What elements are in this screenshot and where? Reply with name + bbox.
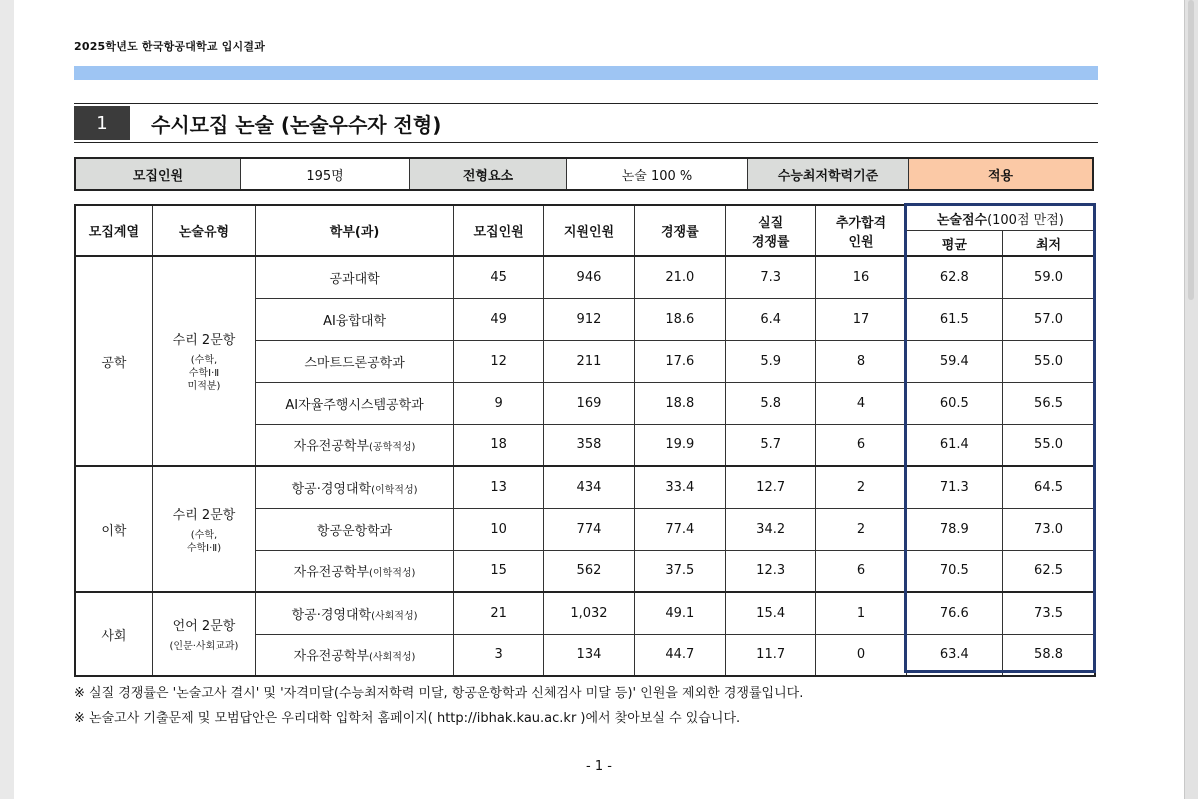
extra-cell: 0 <box>816 634 906 676</box>
type-label: 수리 2문항 <box>172 333 236 348</box>
header-dept: 학부(과) <box>256 205 454 256</box>
summary-table <box>74 157 1094 191</box>
avg-cell: 63.4 <box>906 634 1002 676</box>
ratio-cell: 37.5 <box>634 550 725 592</box>
type-label: 언어 2문항 <box>172 619 236 634</box>
ratio-cell: 17.6 <box>634 340 725 382</box>
quota-label: 모집인원 <box>75 158 241 190</box>
note-past-exams: ※ 논술고사 기출문제 및 모범답안은 우리대학 입학처 홈페이지( http://ibhak.kau.ac.kr )에서 찾아보실 수 있습니다. <box>74 711 741 726</box>
field-cell: 사회 <box>75 592 152 676</box>
real-cell: 34.2 <box>725 508 815 550</box>
extra-cell: 4 <box>816 382 906 424</box>
header-type: 논술유형 <box>152 205 255 256</box>
quota-value: 195명 <box>241 158 410 190</box>
criteria-label: 전형요소 <box>410 158 567 190</box>
real-cell: 7.3 <box>725 256 815 298</box>
type-sub <box>153 354 255 393</box>
min-standard-value: 적용 <box>909 158 1094 190</box>
criteria-value: 논술 100 % <box>567 158 748 190</box>
dept-cell <box>256 466 454 508</box>
avg-cell: 62.8 <box>906 256 1002 298</box>
applicants-cell: 1,032 <box>544 592 634 634</box>
extra-cell: 17 <box>816 298 906 340</box>
dept-cell <box>256 508 454 550</box>
extra-cell: 2 <box>816 466 906 508</box>
ratio-cell: 21.0 <box>634 256 725 298</box>
header-extra-line2: 인원 <box>848 234 874 250</box>
dept-name: 항공운항학과 <box>316 523 393 539</box>
dept-cell <box>256 340 454 382</box>
avg-cell: 61.5 <box>906 298 1002 340</box>
note-real-ratio: ※ 실질 경쟁률은 '논술고사 결시' 및 '자격미달(수능최저학력 미달, 항공운항학과 신체검사 미달 등)' 인원을 제외한 경쟁률입니다. <box>74 686 804 701</box>
header-band <box>74 66 1098 80</box>
header-score-label: 논술점수 <box>936 212 988 228</box>
dept-name: 스마트드론공학과 <box>304 355 405 371</box>
dept-cell <box>256 634 454 676</box>
type-cell <box>152 466 255 592</box>
quota-cell: 12 <box>453 340 543 382</box>
real-cell: 6.4 <box>725 298 815 340</box>
field-cell: 공학 <box>75 256 152 466</box>
dept-aptitude: (이학적성) <box>371 484 418 496</box>
document-header: 2025학년도 한국항공대학교 입시결과 <box>74 40 266 53</box>
header-real-ratio-line1: 실질 <box>758 215 784 231</box>
min-cell: 57.0 <box>1003 298 1095 340</box>
section-title: 수시모집 논술 (논술우수자 전형) <box>151 112 442 137</box>
real-cell: 5.7 <box>725 424 815 466</box>
min-cell: 64.5 <box>1003 466 1095 508</box>
real-cell: 5.9 <box>725 340 815 382</box>
type-sub <box>153 529 255 555</box>
quota-cell: 9 <box>453 382 543 424</box>
quota-cell: 18 <box>453 424 543 466</box>
dept-cell <box>256 592 454 634</box>
dept-cell <box>256 298 454 340</box>
applicants-cell: 134 <box>544 634 634 676</box>
quota-cell: 13 <box>453 466 543 508</box>
dept-name: AI자율주행시스템공학과 <box>285 397 424 413</box>
dept-name: 자유전공학부 <box>293 565 370 581</box>
dept-aptitude: (이학적성) <box>369 568 416 580</box>
page-number: - 1 - <box>586 759 612 774</box>
field-cell: 이학 <box>75 466 152 592</box>
type-sub-line: 수학Ⅰ·Ⅱ) <box>186 542 222 554</box>
applicants-cell: 774 <box>544 508 634 550</box>
ratio-cell: 18.8 <box>634 382 725 424</box>
real-cell: 12.3 <box>725 550 815 592</box>
applicants-cell: 946 <box>544 256 634 298</box>
applicants-cell: 211 <box>544 340 634 382</box>
ratio-cell: 49.1 <box>634 592 725 634</box>
dept-name: 자유전공학부 <box>293 649 370 665</box>
dept-cell <box>256 382 454 424</box>
quota-cell: 10 <box>453 508 543 550</box>
section-top-rule <box>74 103 1098 104</box>
min-standard-label: 수능최저학력기준 <box>748 158 909 190</box>
avg-cell: 60.5 <box>906 382 1002 424</box>
avg-cell: 70.5 <box>906 550 1002 592</box>
type-cell <box>152 592 255 676</box>
type-sub-line: (수학, <box>190 355 218 366</box>
quota-cell: 49 <box>453 298 543 340</box>
min-cell: 62.5 <box>1003 550 1095 592</box>
scrollbar-thumb[interactable] <box>1188 0 1194 300</box>
header-score-note: (100점 만점) <box>987 212 1064 228</box>
dept-name: 자유전공학부 <box>293 439 370 455</box>
type-sub-line: (수학, <box>190 529 218 541</box>
header-min: 최저 <box>1003 231 1095 257</box>
header-avg: 평균 <box>906 231 1002 257</box>
type-sub <box>153 640 255 653</box>
extra-cell: 1 <box>816 592 906 634</box>
applicants-cell: 562 <box>544 550 634 592</box>
min-cell: 56.5 <box>1003 382 1095 424</box>
extra-cell: 2 <box>816 508 906 550</box>
avg-cell: 59.4 <box>906 340 1002 382</box>
ratio-cell: 44.7 <box>634 634 725 676</box>
type-sub-line: (인문·사회교과) <box>169 641 239 652</box>
extra-cell: 16 <box>816 256 906 298</box>
extra-cell: 6 <box>816 424 906 466</box>
dept-aptitude: (사회적성) <box>371 610 418 622</box>
header-ratio: 경쟁률 <box>634 205 725 256</box>
section-number: 1 <box>74 106 130 140</box>
header-real-ratio-line2: 경쟁률 <box>751 234 790 250</box>
dept-aptitude: (사회적성) <box>369 652 416 664</box>
header-applicants: 지원인원 <box>544 205 634 256</box>
document-page <box>14 0 1184 799</box>
real-cell: 11.7 <box>725 634 815 676</box>
min-cell: 73.0 <box>1003 508 1095 550</box>
dept-name: 공과대학 <box>329 271 380 287</box>
dept-name: 항공·경영대학 <box>291 607 372 623</box>
ratio-cell: 18.6 <box>634 298 725 340</box>
header-real-ratio <box>725 205 815 256</box>
header-field: 모집계열 <box>75 205 152 256</box>
section-bottom-rule <box>74 142 1098 143</box>
dept-cell <box>256 550 454 592</box>
real-cell: 12.7 <box>725 466 815 508</box>
min-cell: 59.0 <box>1003 256 1095 298</box>
dept-aptitude: (공학적성) <box>369 442 416 454</box>
dept-cell <box>256 256 454 298</box>
dept-cell <box>256 424 454 466</box>
real-cell: 15.4 <box>725 592 815 634</box>
score-highlight-box <box>904 203 1096 673</box>
type-sub-line: 수학Ⅰ·Ⅱ <box>188 368 220 379</box>
scrollbar[interactable] <box>1184 0 1198 799</box>
extra-cell: 6 <box>816 550 906 592</box>
dept-name: 항공·경영대학 <box>291 481 372 497</box>
avg-cell: 76.6 <box>906 592 1002 634</box>
ratio-cell: 19.9 <box>634 424 725 466</box>
quota-cell: 3 <box>453 634 543 676</box>
header-extra <box>816 205 906 256</box>
quota-cell: 21 <box>453 592 543 634</box>
avg-cell: 78.9 <box>906 508 1002 550</box>
ratio-cell: 33.4 <box>634 466 725 508</box>
applicants-cell: 169 <box>544 382 634 424</box>
extra-cell: 8 <box>816 340 906 382</box>
min-cell: 55.0 <box>1003 340 1095 382</box>
applicants-cell: 358 <box>544 424 634 466</box>
real-cell: 5.8 <box>725 382 815 424</box>
min-cell: 58.8 <box>1003 634 1095 676</box>
dept-name: AI융합대학 <box>323 313 387 329</box>
quota-cell: 45 <box>453 256 543 298</box>
applicants-cell: 912 <box>544 298 634 340</box>
avg-cell: 71.3 <box>906 466 1002 508</box>
quota-cell: 15 <box>453 550 543 592</box>
ratio-cell: 77.4 <box>634 508 725 550</box>
type-cell <box>152 256 255 466</box>
applicants-cell: 434 <box>544 466 634 508</box>
type-sub-line: 미적분) <box>187 381 221 392</box>
min-cell: 55.0 <box>1003 424 1095 466</box>
avg-cell: 61.4 <box>906 424 1002 466</box>
min-cell: 73.5 <box>1003 592 1095 634</box>
header-quota: 모집인원 <box>453 205 543 256</box>
header-extra-line1: 추가합격 <box>835 215 887 231</box>
type-label: 수리 2문항 <box>172 507 236 523</box>
